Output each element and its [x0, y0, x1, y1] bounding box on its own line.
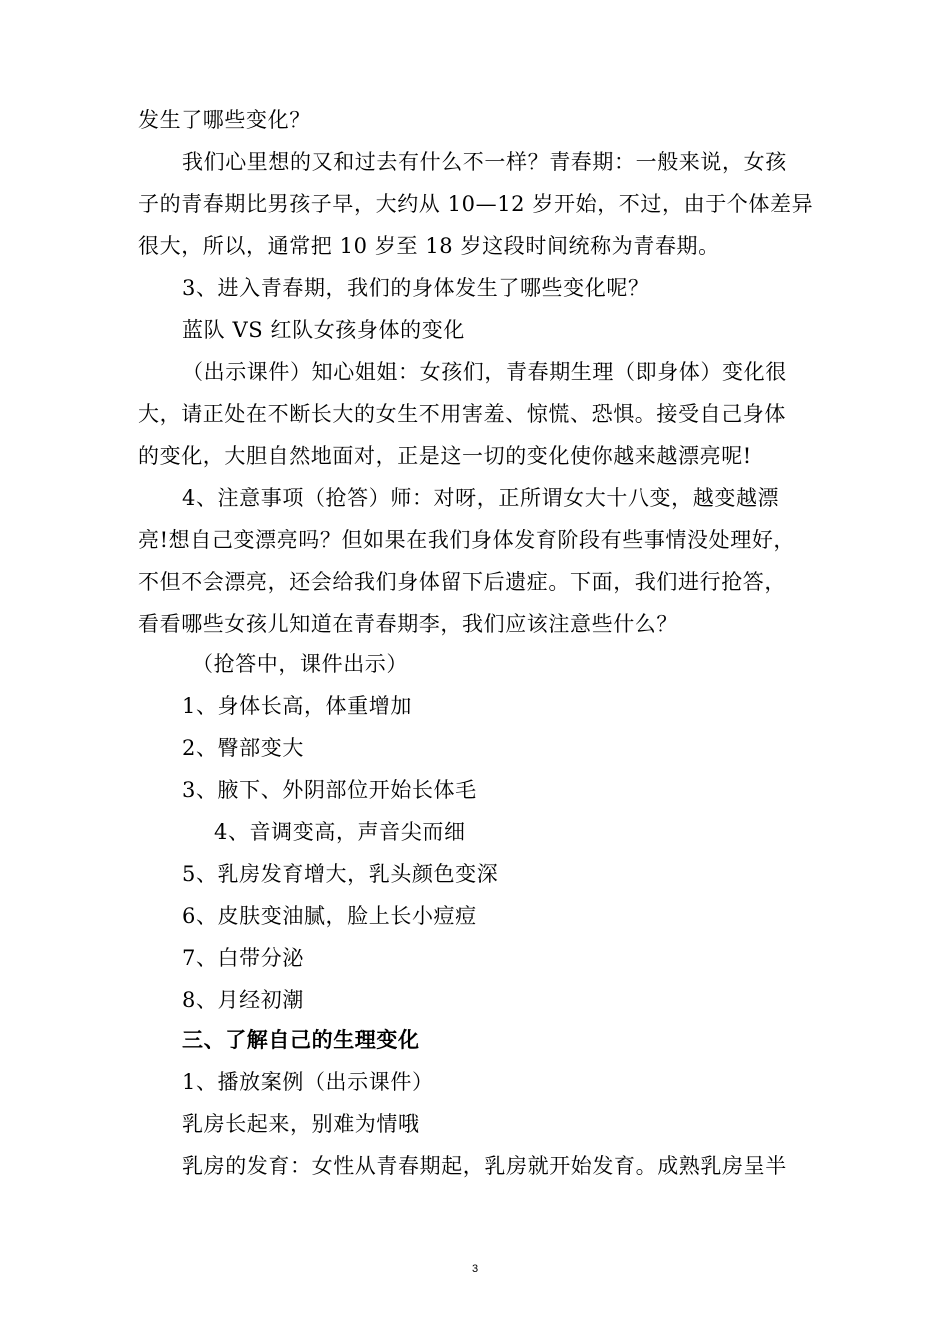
- paragraph-line: （抢答中，课件出示）: [192, 652, 408, 676]
- paragraph-line: 3、进入青春期，我们的身体发生了哪些变化呢？: [182, 276, 650, 300]
- list-item: 7、白带分泌: [182, 946, 304, 970]
- paragraph-line: 乳房长起来，别难为情哦: [182, 1112, 420, 1136]
- list-item: 4、音调变高，声音尖而细: [214, 820, 466, 844]
- paragraph-line: 子的青春期比男孩子早，大约从 10—12 岁开始，不过，由于个体差异: [138, 192, 814, 216]
- paragraph-line: 我们心里想的又和过去有什么不一样？青春期：一般来说，女孩: [182, 150, 787, 174]
- paragraph-line: 发生了哪些变化？: [138, 108, 311, 132]
- list-item: 3、腋下、外阴部位开始长体毛: [182, 778, 477, 802]
- paragraph-line: 乳房的发育：女性从青春期起，乳房就开始发育。成熟乳房呈半: [182, 1154, 787, 1178]
- list-item: 1、身体长高，体重增加: [182, 694, 412, 718]
- paragraph-line: 很大，所以，通常把 10 岁至 18 岁这段时间统称为青春期。: [138, 234, 720, 258]
- paragraph-line: 蓝队 VS 红队女孩身体的变化: [182, 318, 465, 342]
- list-item: 8、月经初潮: [182, 988, 304, 1012]
- paragraph-line: 1、播放案例（出示课件）: [182, 1070, 434, 1094]
- paragraph-line: 不但不会漂亮，还会给我们身体留下后遗症。下面，我们进行抢答，: [138, 570, 786, 594]
- list-item: 2、臀部变大: [182, 736, 304, 760]
- paragraph-line: 亮!想自己变漂亮吗？但如果在我们身体发育阶段有些事情没处理好，: [138, 528, 796, 552]
- page-number: 3: [471, 1263, 479, 1275]
- list-item: 5、乳房发育增大，乳头颜色变深: [182, 862, 499, 886]
- paragraph-line: （出示课件）知心姐姐：女孩们，青春期生理（即身体）变化很: [182, 360, 787, 384]
- section-heading: 三、了解自己的生理变化: [182, 1028, 420, 1052]
- paragraph-line: 大，请正处在不断长大的女生不用害羞、惊慌、恐惧。接受自己身体: [138, 402, 786, 426]
- paragraph-line: 看看哪些女孩儿知道在青春期李，我们应该注意些什么？: [138, 612, 678, 636]
- list-item: 6、皮肤变油腻，脸上长小痘痘: [182, 904, 477, 928]
- paragraph-line: 的变化，大胆自然地面对，正是这一切的变化使你越来越漂亮呢!: [138, 444, 752, 468]
- paragraph-line: 4、注意事项（抢答）师：对呀，正所谓女大十八变，越变越漂: [182, 486, 780, 510]
